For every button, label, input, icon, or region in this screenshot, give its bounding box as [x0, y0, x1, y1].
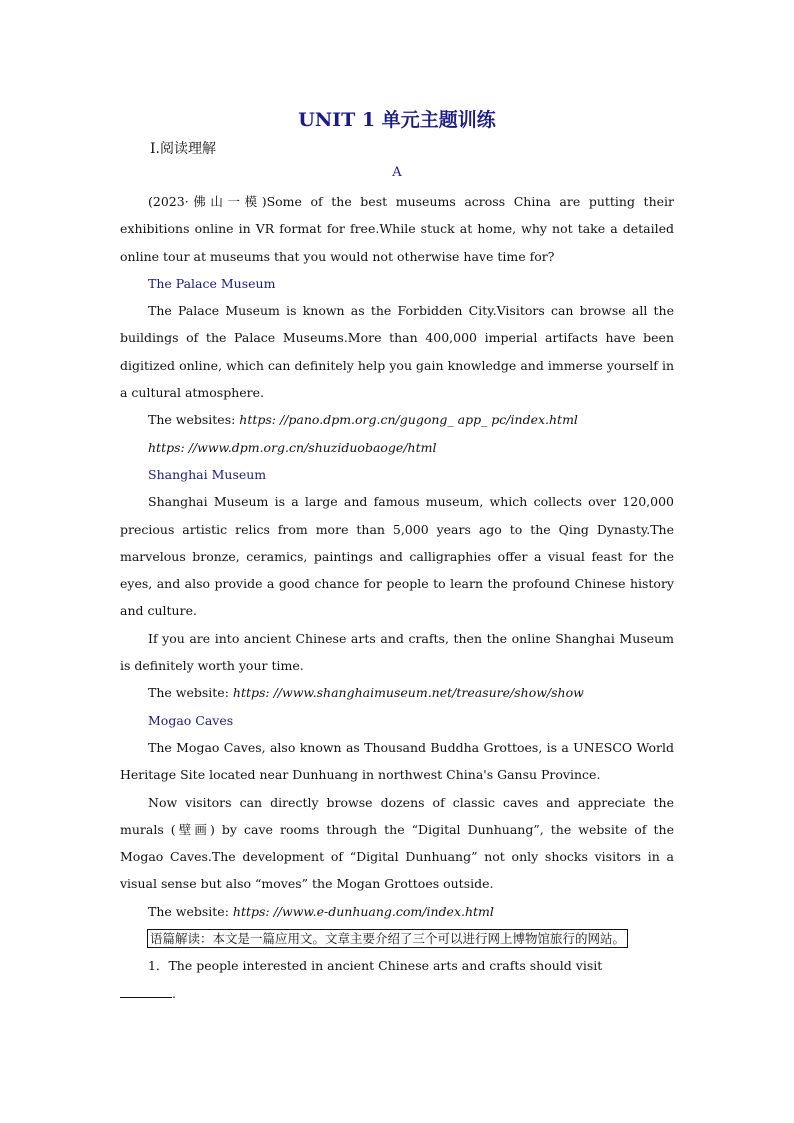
analysis-box: 语篇解读：本文是一篇应用文。文章主要介绍了三个可以进行网上博物馆旅行的网站。 [147, 929, 628, 948]
mogao-body-2: Now visitors can directly browse dozens of classic caves and appreciate the murals (壁画) by cave rooms through the “Digital Dunhuang”, the website of the Mogao Caves.The development of “Digital Dunhuang” not only shocks visitors in a visual sense but also “moves” the Mogan Grottoes outside. [120, 794, 674, 892]
palace-heading: The Palace Museum [148, 275, 276, 291]
mogao-heading: Mogao Caves [148, 712, 234, 728]
mogao-body-1: The Mogao Caves, also known as Thousand Buddha Grottoes, is a UNESCO World Heritage Site located near Dunhuang in northwest China's Gansu Province. [120, 739, 674, 783]
shanghai-url: https: //www.shanghaimuseum.net/treasure/show/show [232, 685, 584, 701]
answer-blank[interactable] [120, 983, 172, 998]
shanghai-body-1: Shanghai Museum is a large and famous museum, which collects over 120,000 precious artistic relics from more than 5,000 years ago to the Qing Dynasty.The marvelous bronze, ceramics, paintings and calligraphies offer a visual feast for the eyes, and also provide a good chance for people to learn the profound Chinese history and culture. [120, 494, 674, 619]
question-1-answer-line [120, 980, 674, 1007]
shanghai-body-2: If you are into ancient Chinese arts and crafts, then the online Shanghai Museum is definitely worth your time. [120, 630, 674, 674]
palace-websites [120, 406, 674, 433]
palace-website-label: The websites: [148, 412, 240, 428]
mogao-url: https: //www.e-dunhuang.com/index.html [232, 903, 494, 919]
passage-label: A [392, 165, 402, 180]
section-heading: Ⅰ.阅读理解 [150, 141, 216, 157]
mogao-website-label: The website: [148, 903, 233, 919]
mogao-website [120, 898, 674, 925]
palace-body: The Palace Museum is known as the Forbidden City.Visitors can browse all the buildings of the Palace Museums.More than 400,000 imperial artifacts have been digitized online, which can definitely help you gain knowledge and immerse yourself in a cultural atmosphere. [120, 303, 674, 401]
passage-content [120, 188, 674, 1007]
page-title: UNIT 1 单元主题训练 [298, 109, 496, 131]
palace-url-2: https: //www.dpm.org.cn/shuziduobaoge/html [148, 439, 437, 455]
shanghai-heading: Shanghai Museum [148, 466, 267, 482]
shanghai-website-label: The website: [148, 685, 233, 701]
intro-text: Some of the best museums across China are putting their exhibitions online in VR format for free.While stuck at home, why not take a detailed online tour at museums that you would not otherwise have time for? [120, 194, 674, 264]
question-1: 1．The people interested in ancient Chinese arts and crafts should visit [148, 958, 603, 974]
palace-url-1: https: //pano.dpm.org.cn/gugong_ app_ pc/index.html [239, 412, 578, 428]
intro-source: (2023·佛山一模) [148, 194, 267, 209]
intro-paragraph [120, 188, 674, 270]
question-1-end: . [172, 985, 176, 1001]
shanghai-website [120, 679, 674, 706]
